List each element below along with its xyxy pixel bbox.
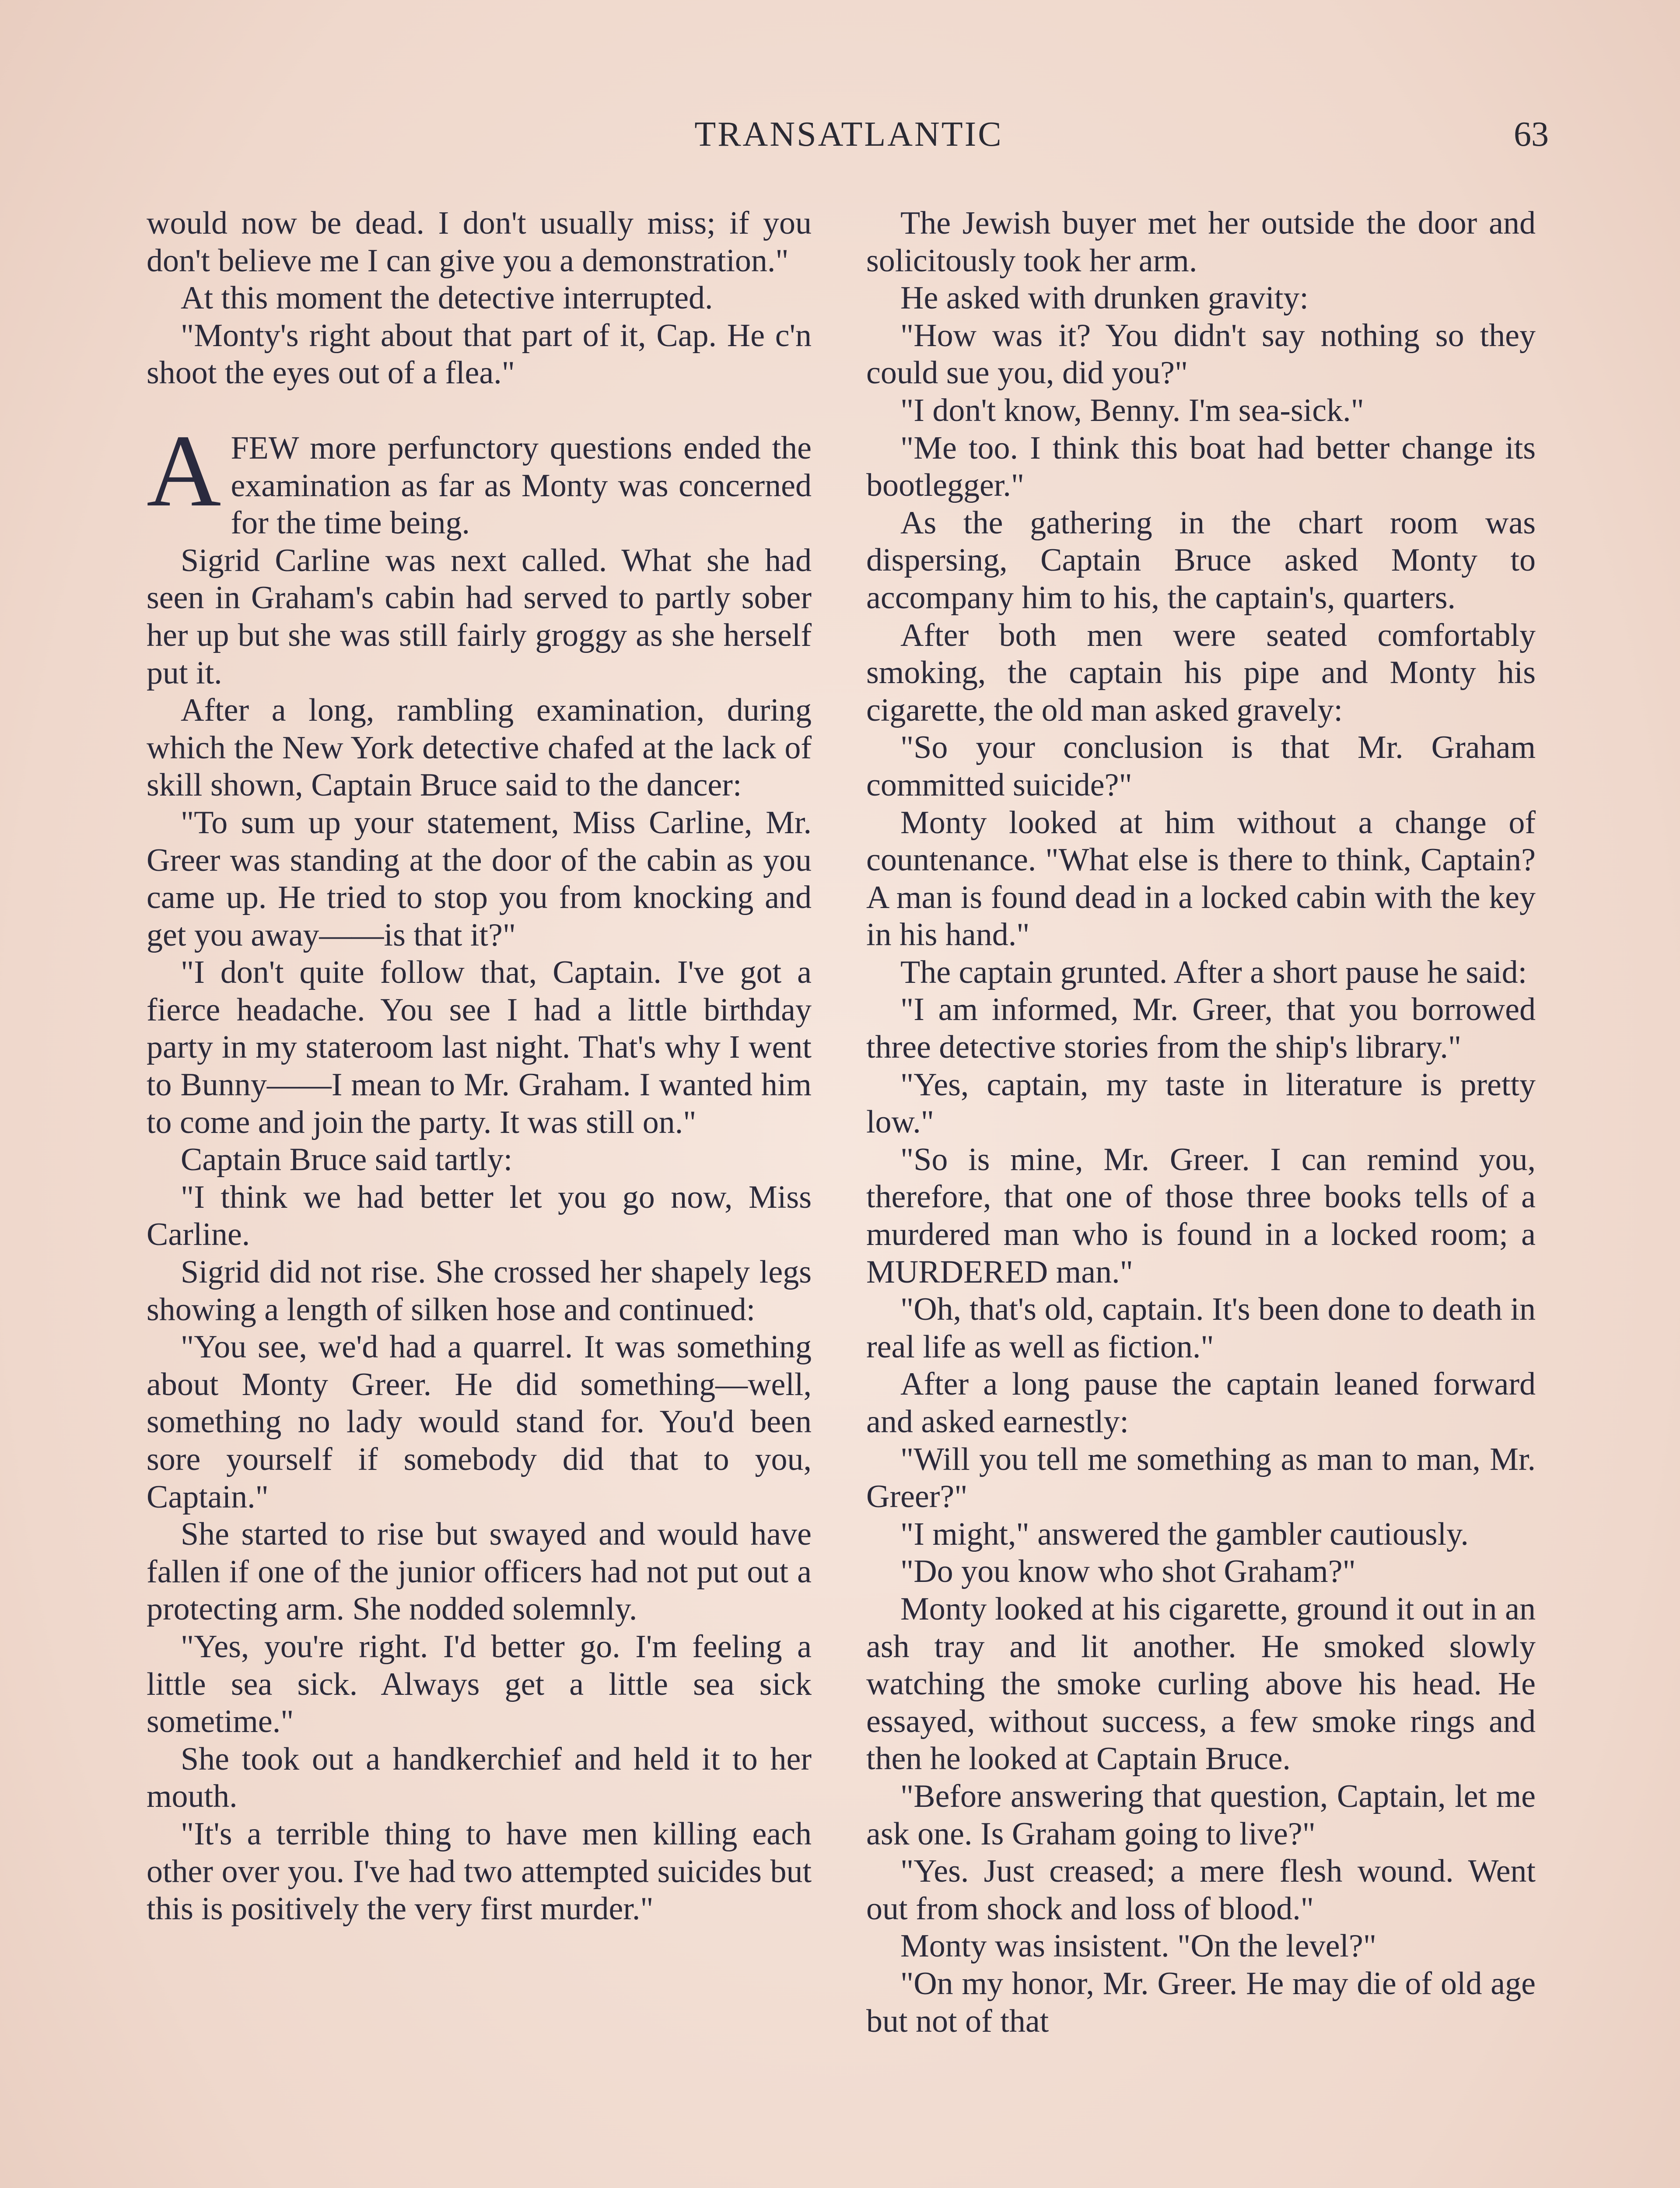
paragraph: "I might," answered the gambler cautiously. <box>900 1516 1469 1552</box>
paragraph: She took out a handkerchief and held it to her mouth. <box>147 1741 812 1815</box>
paragraph: "I don't quite follow that, Captain. I've got a fierce headache. You see I had a little birthday party in my stateroom last night. That's why I went to Bunny——I mean to Mr. Graham. I wanted him to come and join the party. It was still on." <box>147 954 812 1140</box>
paragraph: "Do you know who shot Graham?" <box>900 1553 1356 1590</box>
right-column <box>866 205 1536 2040</box>
paragraph: The Jewish buyer met her outside the door and solicitously took her arm. <box>866 205 1536 279</box>
paragraph: "On my honor, Mr. Greer. He may die of old age but not of that <box>866 1965 1536 2039</box>
paragraph: "Oh, that's old, captain. It's been done to death in real life as well as fiction." <box>866 1291 1536 1365</box>
paragraph: "How was it? You didn't say nothing so they could sue you, did you?" <box>866 317 1536 391</box>
paragraph: After both men were seated comfortably smoking, the captain his pipe and Monty his cigarette, the old man asked gravely: <box>866 617 1536 728</box>
paragraph: After a long pause the captain leaned forward and asked earnestly: <box>866 1366 1536 1440</box>
paragraph: Sigrid Carline was next called. What she had seen in Graham's cabin had served to partly sober her up but she was still fairly groggy as she herself put it. <box>147 542 812 691</box>
section-opening-paragraph <box>147 414 812 542</box>
paragraph: "I am informed, Mr. Greer, that you borrowed three detective stories from the ship's library." <box>866 992 1536 1066</box>
paragraph: would now be dead. I don't usually miss; if you don't believe me I can give you a demonstration." <box>147 205 812 279</box>
drop-cap: A <box>147 414 221 528</box>
paragraph: At this moment the detective interrupted. <box>181 280 713 316</box>
paragraph: Monty looked at him without a change of countenance. "What else is there to think, Captain? A man is found dead in a locked cabin with the key in his hand." <box>866 804 1536 953</box>
paragraph: Monty looked at his cigarette, ground it out in an ash tray and lit another. He smoked slowly watching the smoke curling above his head. He essayed, without success, a few smoke rings and then he looked at Captain Bruce. <box>866 1591 1536 1777</box>
paragraph-text: FEW more perfunctory questions ended the examination as far as Monty was concerned for the time being. <box>231 430 812 541</box>
paragraph: "Yes. Just creased; a mere flesh wound. Went out from shock and loss of blood." <box>866 1853 1536 1927</box>
page-number: 63 <box>1514 115 1549 154</box>
paragraph: "Before answering that question, Captain, let me ask one. Is Graham going to live?" <box>866 1778 1536 1852</box>
left-column <box>147 205 812 1928</box>
paragraph: Captain Bruce said tartly: <box>181 1142 513 1178</box>
paragraph: "Me too. I think this boat had better change its bootlegger." <box>866 430 1536 504</box>
paragraph: "To sum up your statement, Miss Carline, Mr. Greer was standing at the door of the cabin as you came up. He tried to stop you from knocking and get you away——is that it?" <box>147 804 812 953</box>
paragraph: As the gathering in the chart room was dispersing, Captain Bruce asked Monty to accompany him to his, the captain's, quarters. <box>866 505 1536 616</box>
paragraph: "Yes, you're right. I'd better go. I'm feeling a little sea sick. Always get a little sea sick sometime." <box>147 1628 812 1740</box>
paragraph: Monty was insistent. "On the level?" <box>900 1928 1377 1964</box>
paragraph: "Will you tell me something as man to man, Mr. Greer?" <box>866 1441 1536 1515</box>
paragraph: "So your conclusion is that Mr. Graham committed suicide?" <box>866 729 1536 803</box>
running-title: TRANSATLANTIC <box>694 115 1003 154</box>
paragraph: She started to rise but swayed and would have fallen if one of the junior officers had not put out a protecting arm. She nodded solemnly. <box>147 1516 812 1627</box>
paragraph: "You see, we'd had a quarrel. It was something about Monty Greer. He did something—well, something no lady would stand for. You'd been sore yourself if somebody did that to you, Captain." <box>147 1329 812 1515</box>
paragraph: "So is mine, Mr. Greer. I can remind you, therefore, that one of those three books tells of a murdered man who is found in a locked room; a MURDERED man." <box>866 1141 1536 1290</box>
paragraph: "Yes, captain, my taste in literature is pretty low." <box>866 1066 1536 1140</box>
paragraph: Sigrid did not rise. She crossed her shapely legs showing a length of silken hose and continued: <box>147 1254 812 1328</box>
paragraph: He asked with drunken gravity: <box>900 280 1309 316</box>
paragraph: "It's a terrible thing to have men killing each other over you. I've had two attempted suicides but this is positively the very first murder." <box>147 1816 812 1927</box>
paragraph: "I don't know, Benny. I'm sea-sick." <box>900 392 1364 428</box>
paragraph: The captain grunted. After a short pause he said: <box>900 954 1527 990</box>
paragraph: "Monty's right about that part of it, Cap. He c'n shoot the eyes out of a flea." <box>147 317 812 391</box>
paragraph: "I think we had better let you go now, Miss Carline. <box>147 1179 812 1253</box>
paragraph: After a long, rambling examination, during which the New York detective chafed at the lack of skill shown, Captain Bruce said to the dancer: <box>147 692 812 803</box>
